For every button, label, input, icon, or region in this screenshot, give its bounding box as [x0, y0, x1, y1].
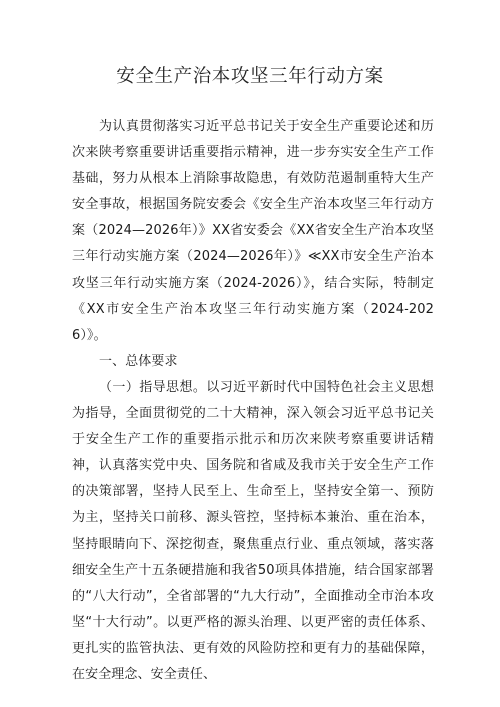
document-body — [72, 114, 434, 688]
guiding-ideology-paragraph: （一）指导思想。以习近平新时代中国特色社会主义思想为指导，全面贯彻党的二十大精神，深入领会习近平总书记关于安全生产工作的重要指示批示和历次来陕考察重要讲话精神，认真落实党中央、国务院和省咸及我市关于安全生产工作的决策部署，坚持人民至上、生命至上，坚持安全第一、预防为主，坚持关口前移、源头管控，坚持标本兼治、重在治本，坚持眼睛向下、深挖彻查，聚焦重点行业、重点领域，落实落细安全生产十五条硬措施和我省50项具体措施，结合国家部署的“八大行动”，全省部署的“九大行动”，全面推动全市治本攻坚“十大行动”。以更严格的源头治理、以更严密的责任体系、更扎实的监管执法、更有效的风险防控和更有力的基础保障，在安全理念、安全责任、 — [72, 379, 434, 682]
document-title: 安全生产治本攻坚三年行动方案 — [116, 66, 384, 87]
section-heading: 一、总体要求 — [99, 353, 178, 369]
intro-paragraph: 为认真贯彻落实习近平总书记关于安全生产重要论述和历次来陕考察重要讲话重要指示精神，进一步夯实安全生产工作基础，努力从根本上消除事故隐患，有效防范遏制重特大生产安全事故，根据国务院安委会《安全生产治本攻坚三年行动方案（2024—2026年）》XX省安委会《XX省安全生产治本攻坚三年行动实施方案（2024—2026年）》≪XX市安全生产治本攻坚三年行动实施方案（2024-2026）》，结合实际，特制定《XX市安全生产治本攻坚三年行动实施方案（2024-2026）》。 — [72, 119, 434, 343]
